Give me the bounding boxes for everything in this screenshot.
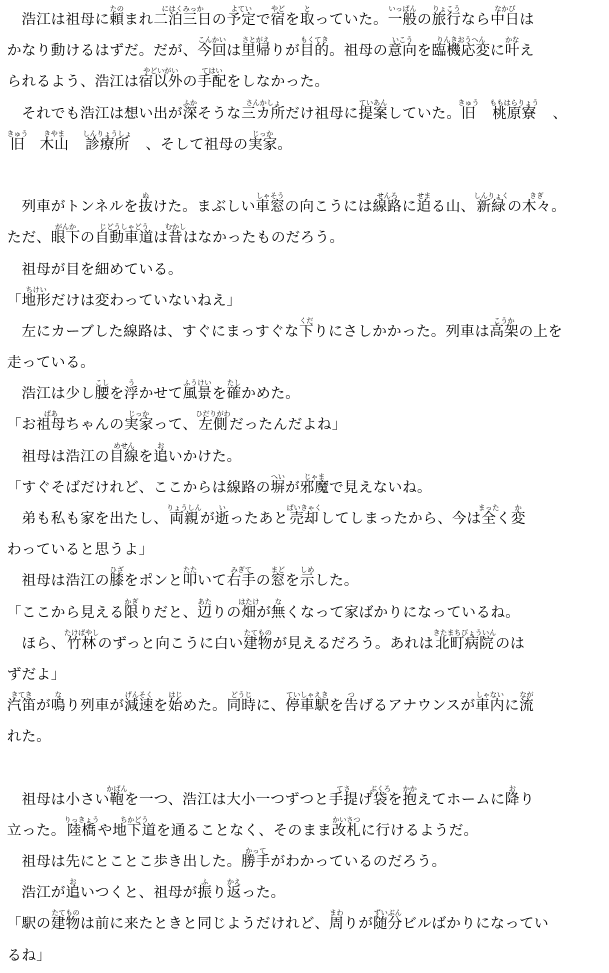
furigana-word: 自動車道じどうしゃどう bbox=[94, 223, 154, 247]
furigana-word: 木々きぎ bbox=[522, 192, 552, 216]
furigana-reading: きやま bbox=[39, 129, 69, 138]
furigana-reading: しめ bbox=[299, 566, 315, 575]
furigana-reading: い bbox=[214, 504, 230, 512]
furigana-word: 風景ふうけい bbox=[182, 379, 213, 403]
furigana-word: 腰こし bbox=[94, 379, 110, 403]
furigana-word: 確たし bbox=[226, 379, 242, 403]
furigana-word: 膝ひざ bbox=[109, 566, 125, 590]
text-line: れた。 bbox=[7, 729, 51, 746]
furigana-reading: か bbox=[510, 504, 526, 512]
furigana-word: 桃原寮ももはらりょう bbox=[489, 98, 539, 122]
furigana-word: 陸橋りっきょう bbox=[64, 815, 100, 839]
paragraph-5 bbox=[7, 314, 603, 376]
dialogue-5 bbox=[7, 906, 603, 968]
furigana-word: 右手みぎて bbox=[226, 566, 256, 590]
furigana-word: 窓まど bbox=[270, 566, 286, 590]
text-line: わっていると思うよ」 bbox=[7, 542, 154, 559]
furigana-reading: たし bbox=[226, 379, 242, 388]
furigana-reading: ふ bbox=[197, 878, 213, 887]
furigana-word: 汽笛きてき bbox=[7, 691, 37, 715]
furigana-reading: ちけい bbox=[21, 285, 51, 294]
furigana-reading: しゃそう bbox=[255, 192, 285, 201]
paragraph-6 bbox=[7, 376, 603, 407]
furigana-reading: ふか bbox=[182, 98, 198, 107]
furigana-word: 抱かか bbox=[402, 784, 418, 808]
furigana-word: 意向いこう bbox=[387, 36, 418, 60]
furigana-reading: しんりょうしょ bbox=[82, 129, 132, 138]
furigana-reading: へい bbox=[270, 472, 286, 481]
furigana-reading: むかし bbox=[165, 223, 187, 232]
text-line: 汽笛きてきが鳴なり列車が減速げんそくを始はじめた。同時どうじに、停車駅ていしゃえきを告つげるアナウンスが車内しゃないに流なが bbox=[7, 691, 534, 715]
furigana-reading: きゅう bbox=[457, 98, 479, 107]
furigana-reading: かえ bbox=[226, 878, 242, 887]
furigana-reading: たた bbox=[182, 566, 198, 575]
section-break bbox=[7, 751, 603, 782]
furigana-word: 鳴な bbox=[50, 691, 66, 715]
paragraph-1 bbox=[7, 2, 603, 96]
furigana-reading: ていあん bbox=[358, 98, 388, 107]
furigana-word: 叶かな bbox=[504, 36, 520, 60]
text-line: 列車がトンネルを抜ぬけた。まぶしい車窓しゃそうの向こうには線路せんろに迫せまる山、新緑しんりょくの木々きぎ。 bbox=[7, 192, 566, 216]
furigana-word: 旧きゅう bbox=[7, 129, 28, 153]
furigana-reading: じゃま bbox=[299, 472, 330, 481]
furigana-word: 限かぎ bbox=[124, 597, 139, 621]
furigana-word: 木山きやま bbox=[39, 129, 69, 153]
furigana-reading: じどうしゃどう bbox=[94, 223, 154, 232]
text-line: ほら、竹林たけばやしのずっと向こうに白い建物たてものが見えるだろう。あれは北町病院きたまちびょういんのは bbox=[7, 628, 525, 652]
text-line: るね」 bbox=[7, 947, 51, 964]
furigana-word: 三カ所さんかしょ bbox=[241, 98, 286, 122]
furigana-reading: お bbox=[153, 441, 169, 450]
furigana-word: 振ふ bbox=[197, 878, 213, 902]
furigana-reading: ていしゃえき bbox=[285, 691, 330, 700]
paragraph-12 bbox=[7, 875, 603, 906]
furigana-word: 返かえ bbox=[226, 878, 242, 902]
furigana-reading: もくてき bbox=[299, 36, 330, 45]
furigana-word: 下くだ bbox=[299, 316, 314, 340]
furigana-reading: いっぱん bbox=[387, 5, 418, 13]
furigana-reading: う bbox=[124, 379, 139, 388]
furigana-reading: さんかしょ bbox=[241, 98, 286, 107]
furigana-reading: かいさつ bbox=[331, 815, 361, 824]
furigana-word: 逝い bbox=[214, 504, 230, 527]
furigana-word: 宿以外やどいがい bbox=[138, 67, 183, 91]
text-line: 浩江は少し腰こしを浮うかせて風景ふうけいを確たしかめた。 bbox=[7, 379, 300, 403]
text-line: 祖母は浩江の膝ひざをポンと叩たたいて右手みぎての窓まどを示しめした。 bbox=[7, 566, 359, 590]
furigana-reading: ばあ bbox=[36, 410, 66, 419]
text-line: 祖母は小さい鞄かばんを一つ、浩江は大小一つずつと手提てさげ袋ぶくろを抱かかえてホームに降おり bbox=[7, 784, 535, 808]
furigana-reading: てはい bbox=[197, 67, 227, 76]
furigana-reading: ばいきゃく bbox=[286, 504, 322, 512]
furigana-reading: かな bbox=[504, 36, 520, 45]
furigana-word: 実家じっか bbox=[124, 410, 154, 434]
furigana-reading: はたけ bbox=[238, 597, 260, 606]
furigana-reading: いこう bbox=[387, 36, 418, 45]
furigana-reading: ぶくろ bbox=[369, 784, 391, 793]
text-line: かなり動けるはずだ。だが、今回こんかいは里帰さとがえりが目的もくてき。祖母の意向いこうを臨機応変りんきおうへんに叶かなえ bbox=[7, 36, 535, 60]
dialogue-2 bbox=[7, 407, 603, 438]
furigana-word: 目線めせん bbox=[109, 441, 139, 465]
furigana-word: 周まわ bbox=[329, 909, 344, 933]
text-line: られるよう、浩江は宿以外やどいがいの手配てはいをしなかった。 bbox=[7, 67, 330, 91]
text-line: 祖母は先にとことこ歩き出した。勝手かってがわかっているのだろう。 bbox=[7, 847, 447, 871]
furigana-reading: てさ bbox=[328, 784, 359, 793]
document-page bbox=[0, 2, 609, 973]
paragraph-8 bbox=[7, 563, 603, 594]
furigana-reading: りんきおうへん bbox=[431, 36, 491, 45]
furigana-word: 迫せま bbox=[416, 192, 432, 216]
furigana-reading: な bbox=[270, 597, 286, 606]
furigana-reading: ひざ bbox=[109, 566, 125, 575]
furigana-reading: なが bbox=[519, 691, 534, 700]
furigana-reading: きゅう bbox=[7, 129, 28, 138]
furigana-reading: まった bbox=[478, 504, 500, 512]
text-line: 「すぐそばだけれど、ここからは線路の塀へいが邪魔じゃまで見えないね。 bbox=[7, 472, 432, 496]
text-line: 旧きゅう 木山きやま 診療所しんりょうしょ 、そして祖母の実家じっか。 bbox=[7, 129, 293, 153]
furigana-word: 抜ぬ bbox=[138, 192, 153, 216]
furigana-word: 頼たの bbox=[109, 5, 125, 28]
furigana-word: 実家じっか bbox=[248, 129, 278, 153]
text-line: 祖母は浩江の目線めせんを追おいかけた。 bbox=[7, 441, 242, 465]
furigana-word: 旅行りょこう bbox=[431, 5, 462, 28]
furigana-reading: しゃない bbox=[475, 691, 505, 700]
text-line: 走っている。 bbox=[7, 355, 95, 372]
furigana-word: 車窓しゃそう bbox=[255, 192, 285, 216]
furigana-reading: ちかどう bbox=[112, 815, 157, 824]
text-line: 「駅の建物たてものは前に来たときと同じようだけれど、周まわりが随分ずいぶんビルばかりになってい bbox=[7, 909, 549, 933]
furigana-word: 叩たた bbox=[182, 566, 198, 590]
furigana-word: 全まった bbox=[478, 504, 500, 527]
furigana-reading: げんそく bbox=[124, 691, 154, 700]
furigana-word: 建物たてもの bbox=[50, 909, 81, 933]
furigana-word: 始はじ bbox=[168, 691, 183, 715]
furigana-word: 売却ばいきゃく bbox=[286, 504, 322, 527]
furigana-word: 北町病院きたまちびょういん bbox=[433, 628, 497, 652]
furigana-reading: たてもの bbox=[243, 628, 273, 637]
furigana-reading: たてもの bbox=[50, 909, 81, 918]
furigana-word: 左側ひだりがわ bbox=[195, 410, 231, 434]
dialogue-1 bbox=[7, 283, 603, 314]
furigana-reading: まわ bbox=[329, 909, 344, 918]
furigana-word: 流なが bbox=[519, 691, 534, 715]
furigana-word: 祖母ばあ bbox=[36, 410, 66, 434]
furigana-word: 診療所しんりょうしょ bbox=[82, 129, 132, 153]
furigana-word: 邪魔じゃま bbox=[299, 472, 330, 496]
furigana-reading: たけばやし bbox=[64, 628, 100, 637]
furigana-reading: やどいがい bbox=[138, 67, 183, 76]
furigana-reading: はじ bbox=[168, 691, 183, 700]
furigana-reading: きたまちびょういん bbox=[433, 628, 497, 637]
furigana-reading: みぎて bbox=[226, 566, 256, 575]
furigana-reading: こし bbox=[94, 379, 110, 388]
furigana-word: 今回こんかい bbox=[197, 36, 227, 60]
furigana-reading: しんりょく bbox=[473, 192, 509, 201]
furigana-reading: まど bbox=[270, 566, 286, 575]
furigana-reading: めせん bbox=[109, 441, 139, 450]
furigana-reading: なかび bbox=[490, 5, 520, 13]
text-line: 祖母が目を細めている。 bbox=[7, 261, 183, 278]
furigana-reading: きぎ bbox=[522, 192, 552, 201]
furigana-word: 辺あた bbox=[197, 597, 213, 621]
furigana-reading: かって bbox=[241, 847, 271, 856]
paragraph-9 bbox=[7, 688, 603, 750]
furigana-word: 深ふか bbox=[182, 98, 198, 122]
furigana-reading: こんかい bbox=[197, 36, 227, 45]
furigana-word: 昔むかし bbox=[165, 223, 187, 247]
furigana-reading: じっか bbox=[248, 129, 278, 138]
furigana-reading: やど bbox=[270, 5, 286, 13]
paragraph-7 bbox=[7, 439, 603, 470]
furigana-word: 地形ちけい bbox=[21, 285, 51, 309]
furigana-reading: ひだりがわ bbox=[195, 410, 231, 419]
text-line: 弟も私も家を出たし、両親りょうしんが逝いったあと売却ばいきゃくしてしまったから、今は全まったく変か bbox=[7, 504, 526, 527]
furigana-word: 告つ bbox=[343, 691, 359, 715]
furigana-word: 新緑しんりょく bbox=[473, 192, 509, 216]
furigana-word: 竹林たけばやし bbox=[64, 628, 100, 652]
furigana-reading: かか bbox=[402, 784, 418, 793]
text-line: 左にカーブした線路は、すぐにまっすぐな下くだりにさしかかった。列車は高架こうかの上を bbox=[7, 316, 563, 340]
furigana-reading: がんか bbox=[50, 223, 81, 232]
furigana-reading: じっか bbox=[124, 410, 154, 419]
furigana-reading: ずいぶん bbox=[373, 909, 403, 918]
text-line: ただ、眼下がんかの自動車道じどうしゃどうは昔むかしはなかったものだろう。 bbox=[7, 223, 345, 247]
furigana-word: 線路せんろ bbox=[372, 192, 402, 216]
furigana-word: 無な bbox=[270, 597, 286, 621]
paragraph-2 bbox=[7, 96, 603, 158]
furigana-word: 地下道ちかどう bbox=[112, 815, 157, 839]
furigana-word: 追お bbox=[153, 441, 169, 465]
furigana-word: 畑はたけ bbox=[238, 597, 260, 621]
furigana-reading: りょこう bbox=[431, 5, 462, 13]
text-line: 「お祖母ばあちゃんの実家じっかって、左側ひだりがわだったんだよね」 bbox=[7, 410, 347, 434]
text-line: 「地形ちけいだけは変わっていないねえ」 bbox=[7, 285, 242, 309]
furigana-word: 浮う bbox=[124, 379, 139, 403]
furigana-word: 中日なかび bbox=[490, 5, 520, 28]
furigana-reading: あた bbox=[197, 597, 213, 606]
furigana-reading: くだ bbox=[299, 316, 314, 325]
furigana-word: 取と bbox=[299, 5, 315, 28]
text-line: ずだよ」 bbox=[7, 666, 66, 683]
furigana-word: 減速げんそく bbox=[124, 691, 154, 715]
furigana-reading: りっきょう bbox=[64, 815, 100, 824]
furigana-word: 改札かいさつ bbox=[331, 815, 362, 839]
furigana-reading: さとがえ bbox=[241, 36, 271, 45]
furigana-reading: たの bbox=[109, 5, 125, 13]
furigana-word: 里帰さとがえ bbox=[241, 36, 271, 60]
furigana-reading: ももはらりょう bbox=[489, 98, 539, 107]
furigana-reading: な bbox=[50, 691, 66, 700]
furigana-word: 予定よてい bbox=[226, 5, 256, 28]
furigana-word: 勝手かって bbox=[241, 847, 271, 871]
dialogue-3 bbox=[7, 470, 603, 564]
furigana-reading: お bbox=[505, 784, 520, 793]
text-line: 浩江が追おいつくと、祖母が振ふり返かえった。 bbox=[7, 878, 286, 902]
furigana-word: 示しめ bbox=[299, 566, 315, 590]
furigana-word: 一般いっぱん bbox=[387, 5, 418, 28]
furigana-word: 高架こうか bbox=[489, 316, 519, 340]
furigana-word: 追お bbox=[65, 878, 81, 902]
furigana-word: 目的もくてき bbox=[299, 36, 330, 60]
furigana-reading: りょうしん bbox=[166, 504, 202, 512]
furigana-reading: かぎ bbox=[124, 597, 139, 606]
furigana-word: 臨機応変りんきおうへん bbox=[431, 36, 491, 60]
furigana-word: 旧きゅう bbox=[457, 98, 479, 122]
furigana-word: 提案ていあん bbox=[358, 98, 388, 122]
furigana-word: 手配てはい bbox=[197, 67, 227, 91]
furigana-reading: きてき bbox=[7, 691, 37, 700]
furigana-reading: お bbox=[65, 878, 81, 887]
furigana-reading: ふうけい bbox=[182, 379, 213, 388]
furigana-word: 停車駅ていしゃえき bbox=[285, 691, 330, 715]
furigana-word: 手提てさ bbox=[328, 784, 359, 808]
furigana-word: 鞄かばん bbox=[106, 784, 128, 808]
furigana-word: 車内しゃない bbox=[475, 691, 505, 715]
paragraph-4 bbox=[7, 252, 603, 283]
furigana-word: 塀へい bbox=[270, 472, 286, 496]
furigana-word: 変か bbox=[510, 504, 526, 527]
furigana-reading: せんろ bbox=[372, 192, 402, 201]
furigana-word: 両親りょうしん bbox=[166, 504, 202, 527]
furigana-reading: つ bbox=[343, 691, 359, 700]
furigana-reading: と bbox=[299, 5, 315, 13]
paragraph-3 bbox=[7, 189, 603, 251]
paragraph-11 bbox=[7, 844, 603, 875]
text-line: 「ここから見える限かぎりだと、辺あたりの畑はたけが無なくなって家ばかりになっているね。 bbox=[7, 597, 520, 621]
furigana-reading: ぬ bbox=[138, 192, 153, 201]
paragraph-10 bbox=[7, 782, 603, 844]
furigana-word: 同時どうじ bbox=[226, 691, 257, 715]
furigana-reading: にはくみっか bbox=[153, 5, 213, 13]
furigana-reading: こうか bbox=[489, 316, 519, 325]
furigana-word: 降お bbox=[505, 784, 520, 808]
furigana-word: 二泊三日にはくみっか bbox=[153, 5, 213, 28]
furigana-reading: よてい bbox=[226, 5, 256, 13]
section-break bbox=[7, 158, 603, 189]
text-line: 立った。陸橋りっきょうや地下道ちかどうを通ることなく、そのまま改札かいさつに行けるようだ。 bbox=[7, 815, 479, 839]
furigana-word: 随分ずいぶん bbox=[373, 909, 403, 933]
furigana-reading: せま bbox=[416, 192, 432, 201]
furigana-word: 眼下がんか bbox=[50, 223, 81, 247]
text-line: 浩江は祖母に頼たのまれ二泊三日にはくみっかの予定よていで宿やどを取とっていた。一般いっぱんの旅行りょこうなら中日なかびは bbox=[7, 5, 535, 28]
text-line: それでも浩江は想い出が深ふかそうな三カ所さんかしょだけ祖母に提案ていあんしていた。旧きゅう 桃原寮ももはらりょう 、 bbox=[7, 98, 568, 122]
furigana-reading: どうじ bbox=[226, 691, 257, 700]
dialogue-4 bbox=[7, 595, 603, 689]
furigana-word: 宿やど bbox=[270, 5, 286, 28]
furigana-reading: かばん bbox=[106, 784, 128, 793]
furigana-word: 建物たてもの bbox=[243, 628, 273, 652]
furigana-word: 袋ぶくろ bbox=[369, 784, 391, 808]
